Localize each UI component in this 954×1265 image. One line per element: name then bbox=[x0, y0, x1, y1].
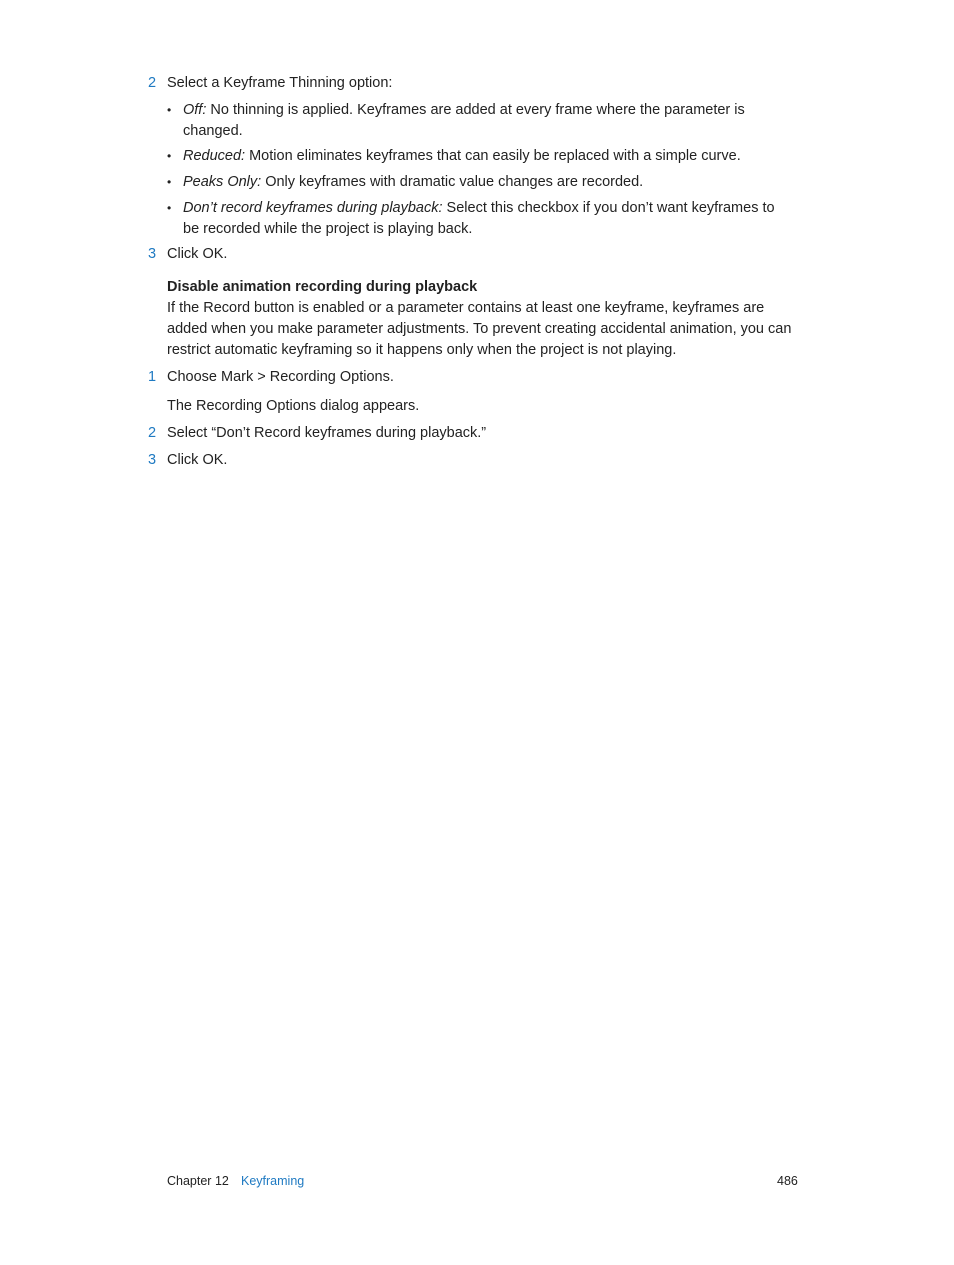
section-intro: If the Record button is enabled or a parameter contains at least one keyframe, keyframes are added when you make parameter adjustments. To prevent creating accidental animation, you can restrict automatic keyframing so it happens only when the project is not playing. bbox=[167, 300, 792, 358]
bullet-term: Don’t record keyframes during playback: bbox=[183, 200, 443, 216]
bullet-term: Reduced: bbox=[183, 148, 246, 164]
bullet-dot-icon: • bbox=[167, 103, 172, 117]
bullet-text bbox=[183, 198, 793, 239]
bullet-description: Select this checkbox if you don’t want keyframes to be recorded while the project is playing back. bbox=[183, 200, 775, 237]
bullet-text bbox=[183, 146, 793, 167]
step-text: Choose Mark > Recording Options. bbox=[167, 369, 394, 385]
bullet-dot-icon: • bbox=[167, 149, 172, 163]
footer-chapter-title-link[interactable]: Keyframing bbox=[241, 1174, 305, 1188]
footer-chapter: Chapter 12 bbox=[167, 1174, 229, 1188]
step-text: Select a Keyframe Thinning option: bbox=[167, 75, 393, 91]
bullet-description: Motion eliminates keyframes that can easily be replaced with a simple curve. bbox=[245, 148, 741, 164]
step-number: 3 bbox=[148, 452, 157, 468]
step-text: Click OK. bbox=[167, 452, 228, 468]
bullet-description: No thinning is applied. Keyframes are added at every frame where the parameter is changed. bbox=[183, 102, 745, 139]
bullet-term: Off: bbox=[183, 102, 207, 118]
bullet-description: Only keyframes with dramatic value changes are recorded. bbox=[261, 174, 644, 190]
step-text: Select “Don’t Record keyframes during playback.” bbox=[167, 425, 487, 441]
step-text: The Recording Options dialog appears. bbox=[167, 398, 420, 414]
step-number: 1 bbox=[148, 369, 157, 385]
step-text: Click OK. bbox=[167, 246, 228, 262]
bullet-dot-icon: • bbox=[167, 175, 172, 189]
step-number: 2 bbox=[148, 75, 157, 91]
step-number: 2 bbox=[148, 425, 157, 441]
bullet-term: Peaks Only: bbox=[183, 174, 262, 190]
section-heading: Disable animation recording during playback bbox=[167, 279, 478, 295]
bullet-text bbox=[183, 172, 793, 193]
footer-page-number: 486 bbox=[777, 1174, 798, 1188]
bullet-text bbox=[183, 100, 793, 141]
step-number: 3 bbox=[148, 246, 157, 262]
bullet-dot-icon: • bbox=[167, 201, 172, 215]
